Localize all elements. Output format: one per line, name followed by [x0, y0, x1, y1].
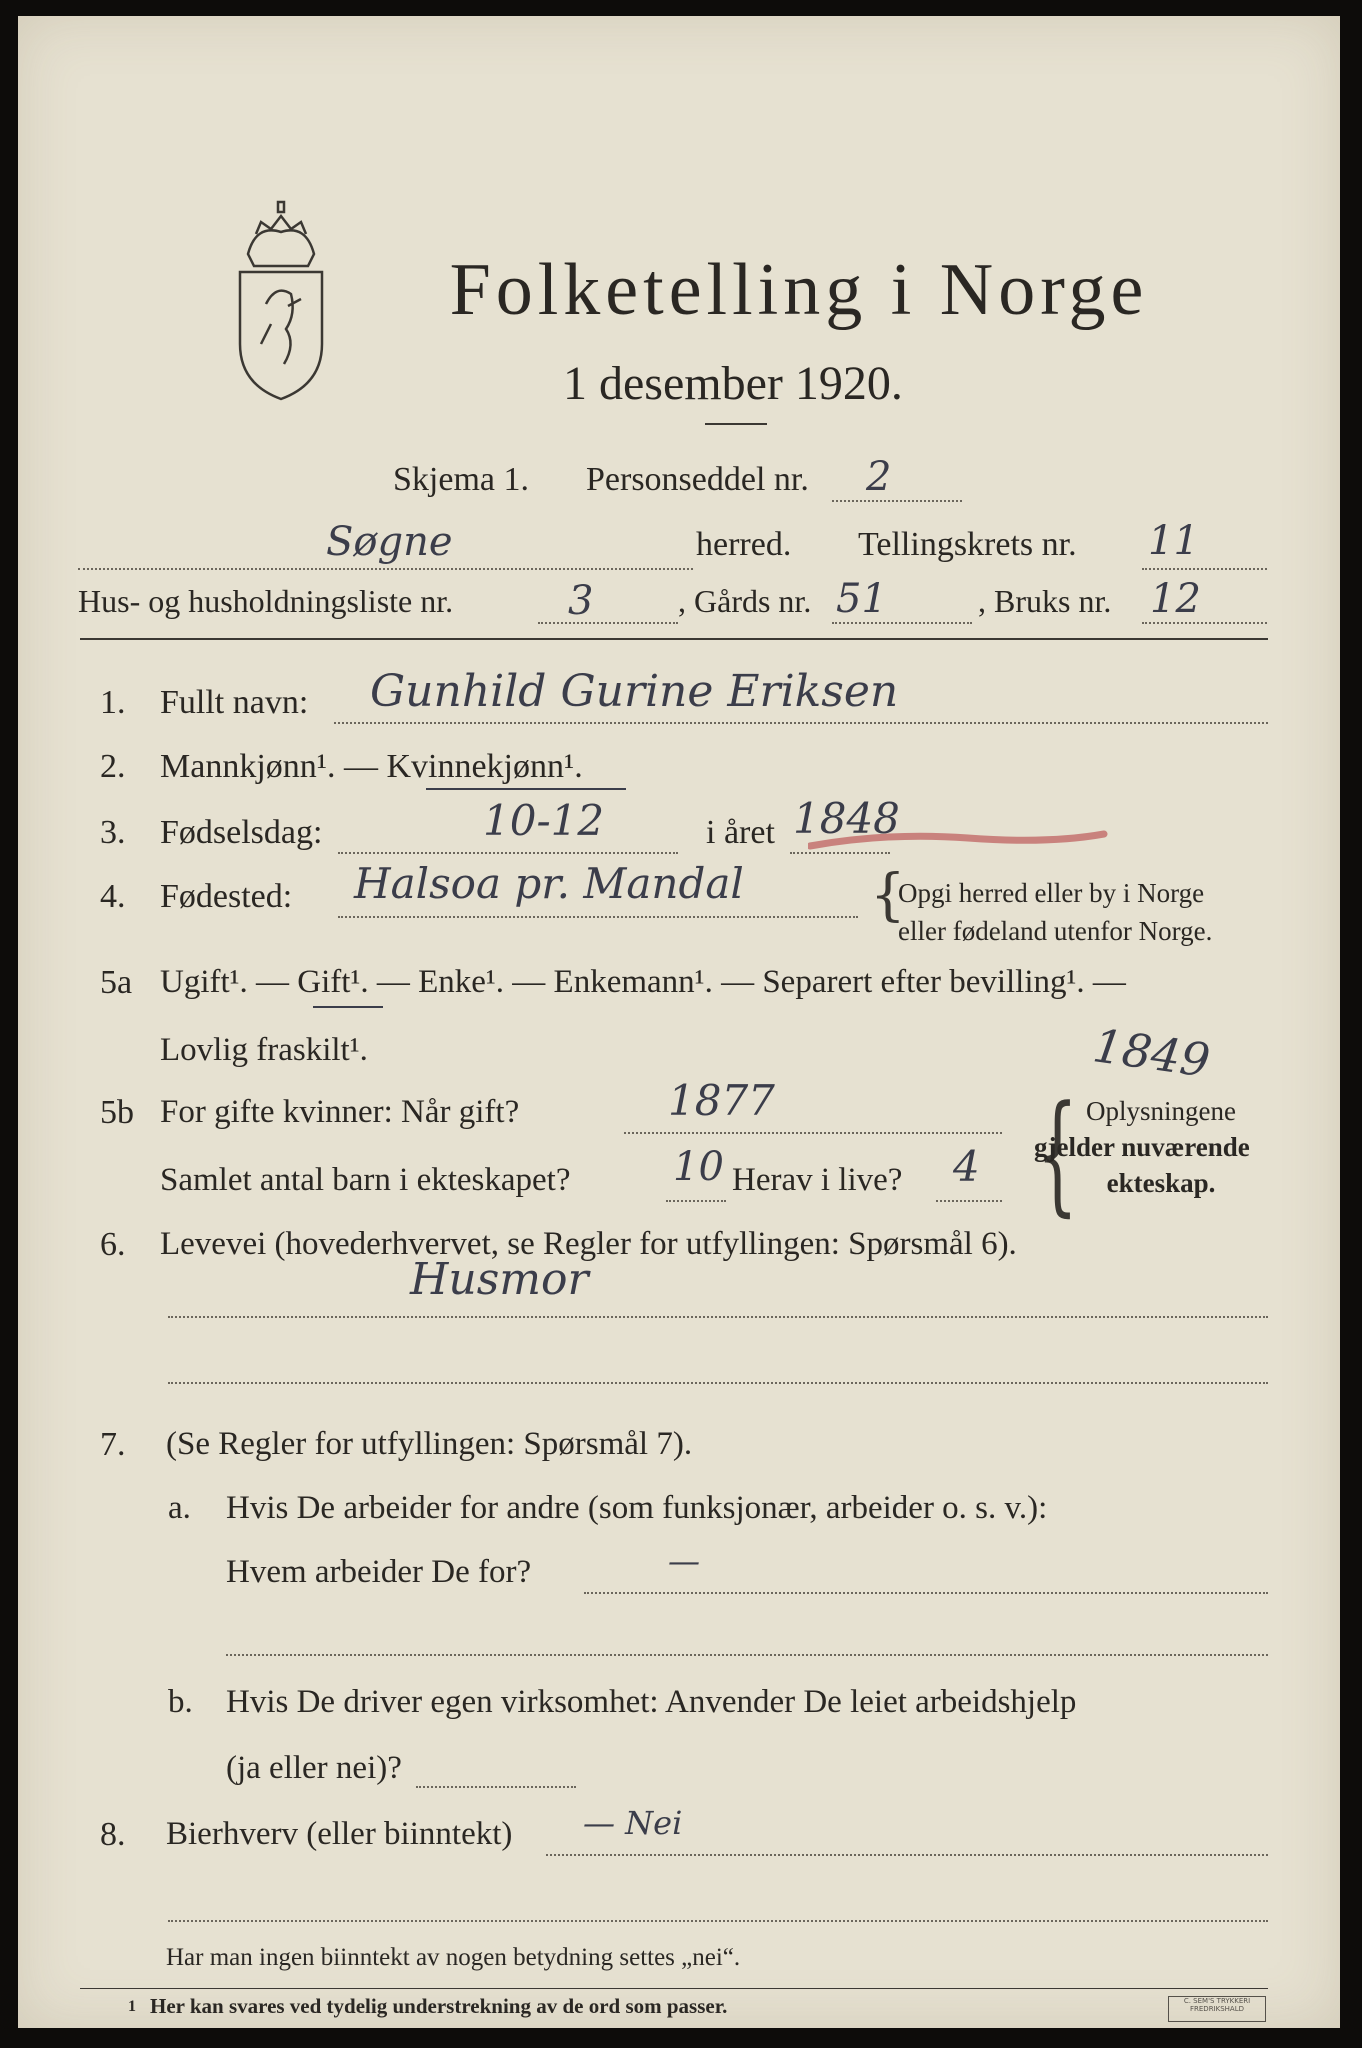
q4-line [338, 916, 858, 918]
herred-value: Søgne [326, 519, 453, 565]
q5b-label3: Herav i live? [732, 1162, 903, 1198]
q5a-margin-note: 1849 [1089, 1018, 1214, 1088]
q5b-note-line1: Oplysningene [1086, 1096, 1236, 1126]
gards-label: , Gårds nr. [678, 583, 812, 619]
q4-note-brace: { [870, 863, 906, 928]
q7b-line [416, 1786, 576, 1788]
q5b-number: 5b [100, 1094, 134, 1131]
q5a-number: 5a [100, 964, 133, 1001]
personseddel-label: Personseddel nr. [586, 461, 809, 498]
q6-line1 [168, 1316, 1268, 1318]
printer-stamp-line2: FREDRIKSHALD [1189, 2005, 1244, 2014]
q5b-barn-line [666, 1200, 726, 1202]
q7b-line2: (ja eller nei)? [226, 1750, 402, 1786]
tellingskrets-line [1142, 568, 1267, 570]
q7a-letter: a. [168, 1490, 191, 1526]
footnote-divider [80, 1988, 1268, 1989]
gards-line [832, 622, 972, 624]
q5b-label2: Samlet antal barn i ekteskapet? [160, 1162, 571, 1198]
herred-label: herred. [696, 526, 792, 563]
form-date: 1 desember 1920. [563, 357, 903, 410]
printer-stamp-line1: C. SEM'S TRYKKERI [1183, 1997, 1251, 2005]
form-title: Folketelling i Norge [449, 249, 1149, 331]
q5b-note-line3: ekteskap. [1106, 1168, 1216, 1198]
header-divider [80, 638, 1268, 640]
q7-number: 7. [100, 1426, 126, 1463]
q7b-line1: Hvis De driver egen virksomhet: Anvender De leiet arbeidshjelp [226, 1684, 1077, 1720]
q1-number: 1. [100, 684, 126, 721]
red-pencil-stroke [808, 828, 1108, 842]
title-divider [705, 423, 767, 425]
footnote-text: Her kan svares ved tydelig understrekning av de ord som passer. [150, 1994, 728, 2018]
q5b-barn-value: 10 [673, 1144, 724, 1190]
q7a-value: — [668, 1542, 700, 1580]
personseddel-line [832, 500, 962, 502]
q3-year-line [790, 852, 890, 854]
q6-number: 6. [100, 1226, 126, 1263]
husholdningsliste-value: 3 [568, 578, 594, 624]
q7a-line [584, 1592, 1268, 1594]
skjema-label: Skjema 1. [393, 461, 529, 498]
q5b-gift-line [624, 1132, 1002, 1134]
q7a-line2: Hvem arbeider De for? [226, 1554, 532, 1590]
herred-line [78, 568, 693, 570]
q8-line [546, 1854, 1268, 1856]
q1-line [334, 722, 1268, 724]
q6-line2 [168, 1382, 1268, 1384]
census-form-page [18, 16, 1340, 2028]
q1-value: Gunhild Gurine Eriksen [370, 666, 899, 717]
q8-number: 8. [100, 1816, 126, 1853]
q5b-note-brace: { [1036, 1077, 1079, 1229]
tellingskrets-value: 11 [1148, 518, 1199, 564]
bruks-line [1142, 622, 1267, 624]
q4-value: Halsoa pr. Mandal [354, 859, 744, 908]
q5a-line2: Lovlig fraskilt¹. [160, 1032, 368, 1068]
q3-day-line [338, 852, 678, 854]
q6-value: Husmor [410, 1254, 589, 1305]
q7-label: (Se Regler for utfyllingen: Spørsmål 7). [166, 1426, 693, 1462]
q7a-line2-dots [226, 1654, 1268, 1656]
q5b-ilive-line [936, 1200, 1002, 1202]
q4-label: Fødested: [160, 878, 293, 915]
q3-year-value: 1848 [793, 794, 900, 843]
q8-label: Bierhverv (eller biinntekt) [166, 1816, 513, 1852]
q5a-line1: Ugift¹. — Gift¹. — Enke¹. — Enkemann¹. — Separert efter bevilling¹. — [160, 964, 1126, 1000]
q4-note-line1: Opgi herred eller by i Norge [898, 878, 1205, 908]
q3-year-label: i året [706, 814, 775, 851]
q1-label: Fullt navn: [160, 684, 309, 721]
bruks-value: 12 [1150, 576, 1201, 622]
q2-number: 2. [100, 748, 126, 785]
footnote-number: 1 [128, 1998, 136, 2015]
printer-stamp [1168, 1996, 1266, 2022]
q8-value: — Nei [583, 1804, 683, 1842]
q4-note-line2: eller fødeland utenfor Norge. [898, 916, 1213, 946]
q5b-note-line2: gjelder nuværende [1034, 1132, 1250, 1162]
husholdningsliste-label: Hus- og husholdningsliste nr. [78, 583, 454, 619]
husholdningsliste-line [538, 622, 678, 624]
gards-value: 51 [836, 576, 887, 622]
q2-label: Mannkjønn¹. — Kvinnekjønn¹. [160, 748, 583, 785]
q3-day-value: 10-12 [483, 796, 605, 845]
q7b-letter: b. [168, 1684, 193, 1720]
q7a-line1: Hvis De arbeider for andre (som funksjonær, arbeider o. s. v.): [226, 1490, 1048, 1526]
q5b-label1: For gifte kvinner: Når gift? [160, 1094, 520, 1130]
q5b-ilive-value: 4 [953, 1142, 980, 1191]
q8-line2 [168, 1920, 1268, 1922]
kvinnekjonn-underline [426, 788, 626, 790]
bruks-label: , Bruks nr. [978, 583, 1112, 619]
bottom-note: Har man ingen biinntekt av nogen betydning settes „nei“. [166, 1944, 741, 1971]
q3-label: Fødselsdag: [160, 814, 323, 851]
q3-number: 3. [100, 814, 126, 851]
q6-label: Levevei (hovederhvervet, se Regler for utfyllingen: Spørsmål 6). [160, 1226, 1017, 1262]
tellingskrets-label: Tellingskrets nr. [858, 526, 1077, 563]
gift-underline [313, 1006, 383, 1008]
q4-number: 4. [100, 878, 126, 915]
q5b-gift-value: 1877 [668, 1076, 775, 1125]
personseddel-value: 2 [866, 454, 892, 500]
